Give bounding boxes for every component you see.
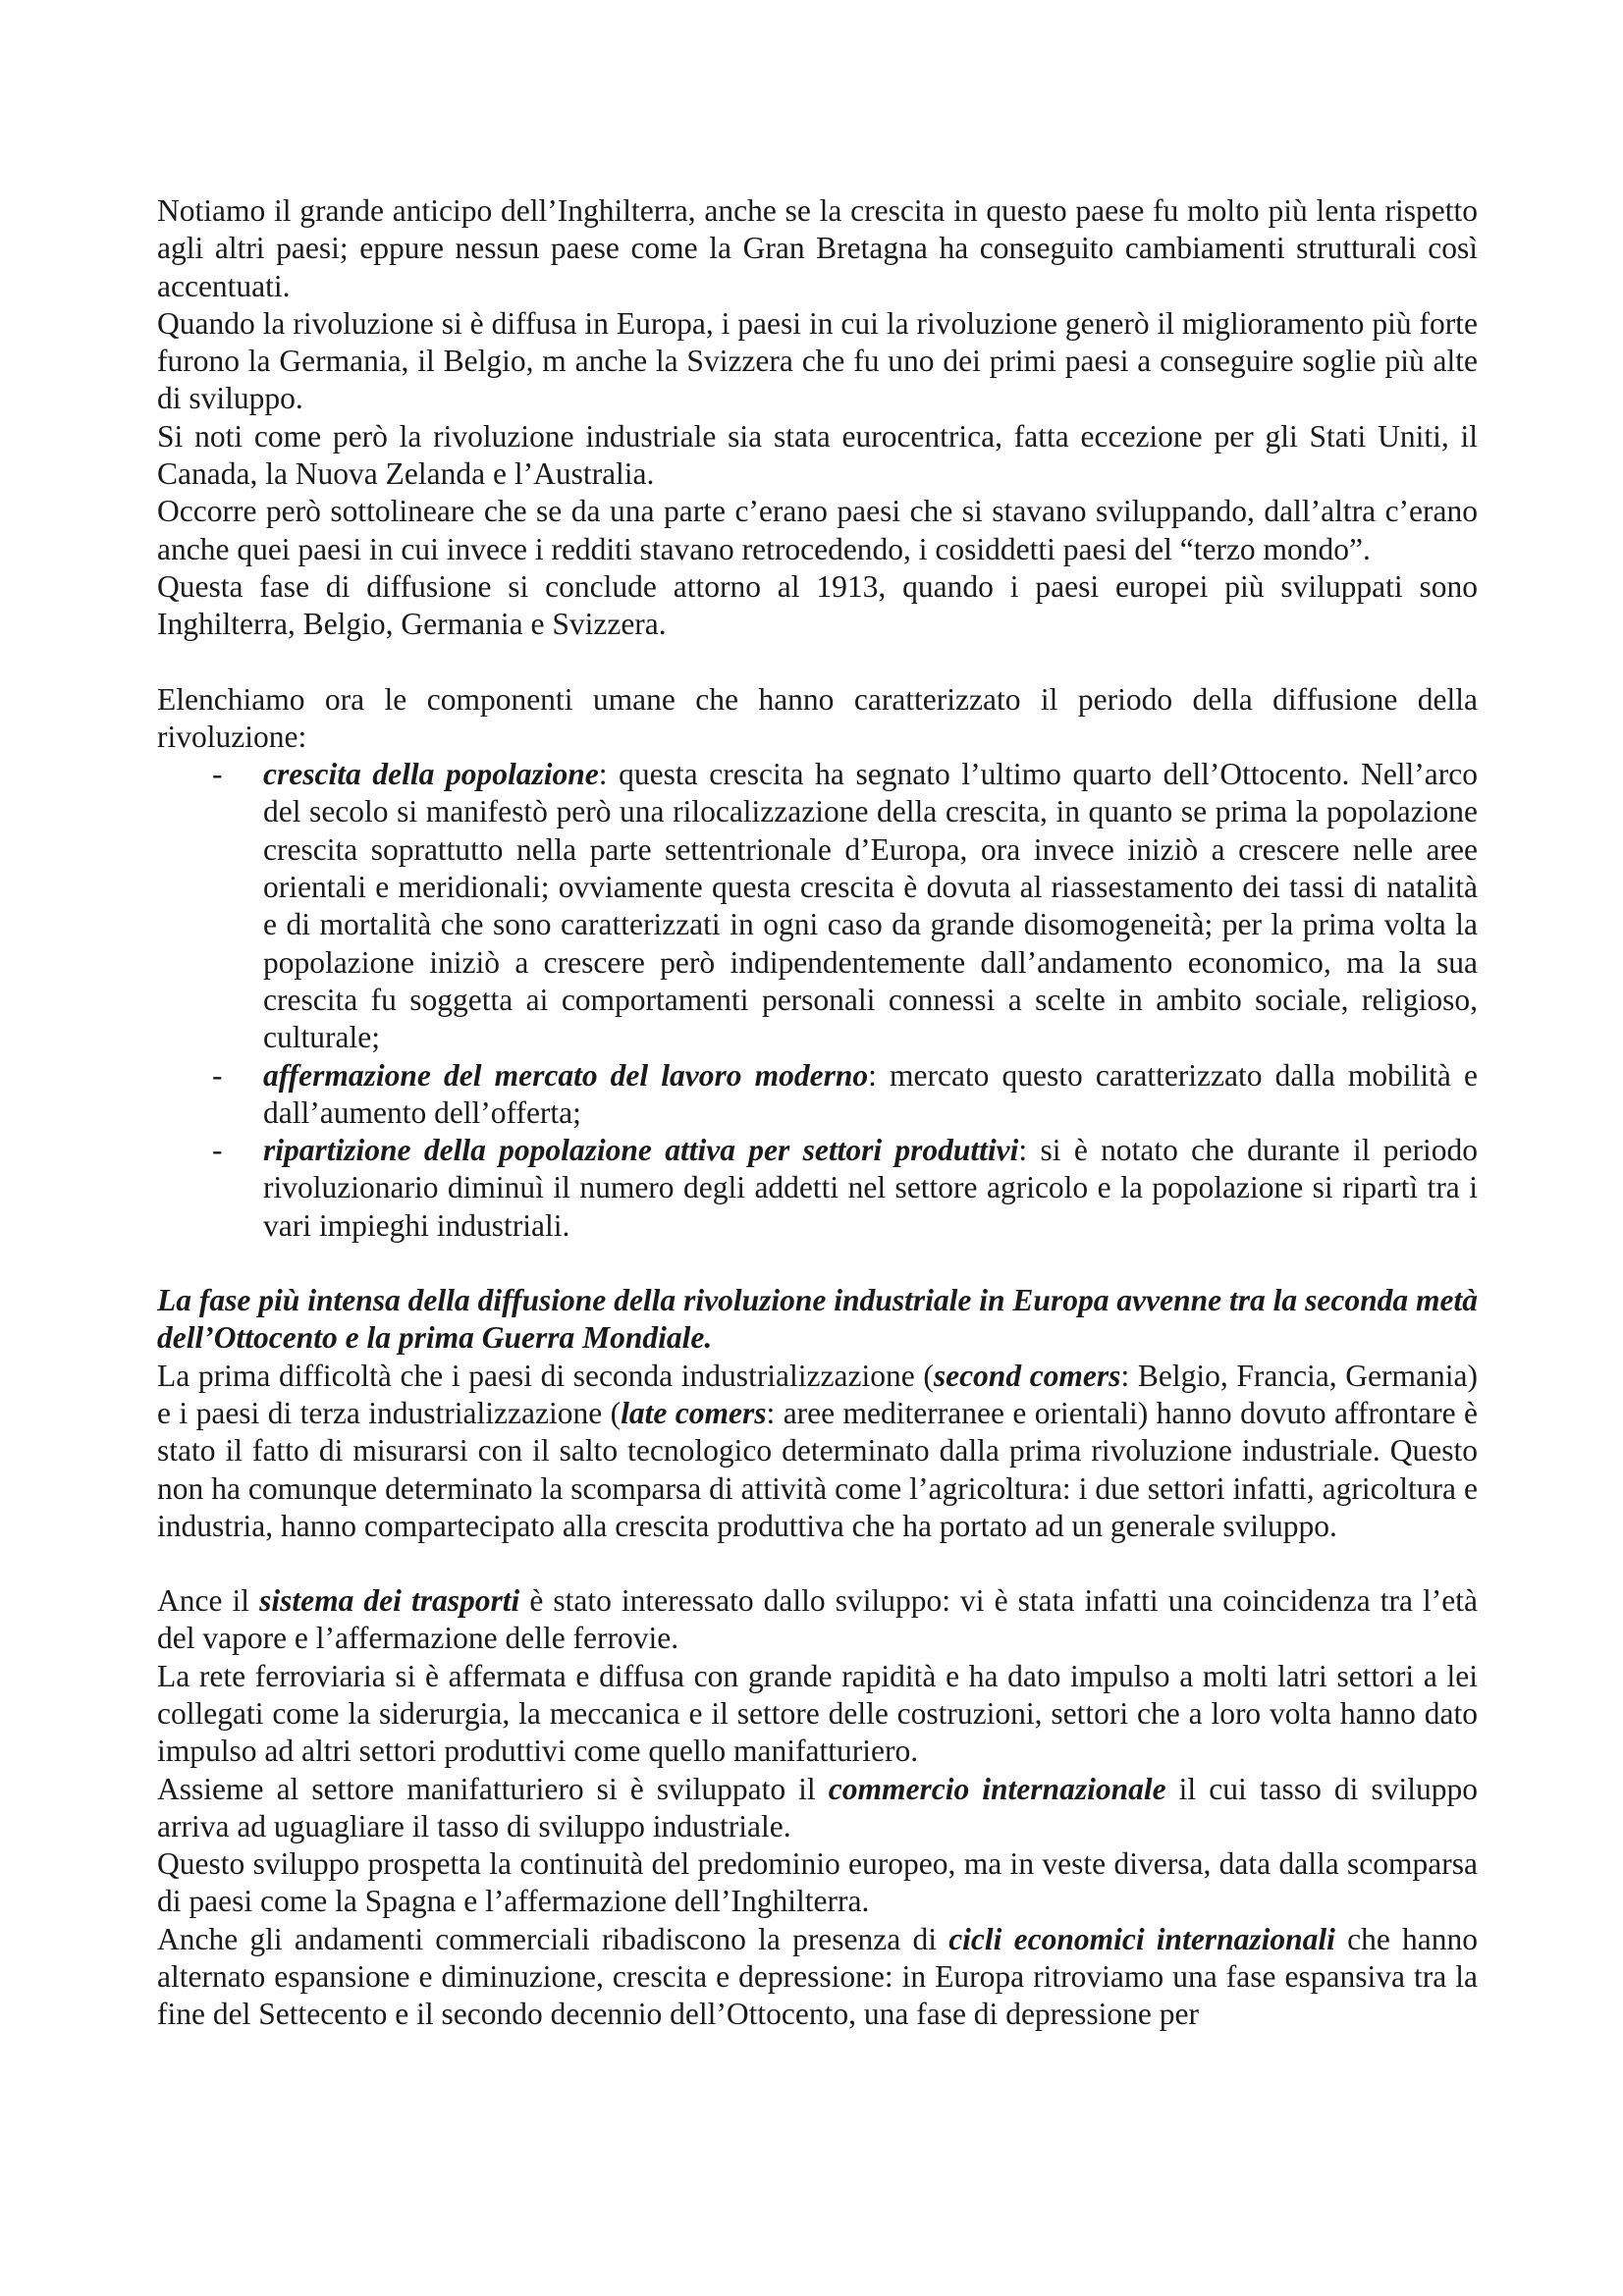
list-item-text: : si è notato che durante il periodo rivoluzionario diminuì il numero degli addetti nel settore agricolo e la popolazione si ripartì tra i vari impieghi industriali.: [263, 1133, 1478, 1243]
paragraph-cycles: [157, 1921, 1478, 2034]
list-item-sector-distribution: [157, 1132, 1478, 1245]
text-run: il cui tasso di sviluppo arriva ad uguagliare il tasso di sviluppo industriale.: [157, 1771, 1479, 1843]
term-late-comers: late comers: [621, 1395, 767, 1430]
text-run: Anche gli andamenti commerciali ribadiscono la presenza di: [157, 1921, 949, 1956]
term-economic-cycles: cicli economici internazionali: [948, 1921, 1335, 1956]
paragraph-third-world: Occorre però sottolineare che se da una parte c’erano paesi che si stavano sviluppando, dall’altra c’erano anche quei paesi in cui invece i redditi stavano retrocedendo, i cosiddetti paesi del “terzo mondo”.: [157, 494, 1478, 566]
term-international-commerce: commercio internazionale: [828, 1771, 1166, 1806]
paragraph-eurocentric: Si noti come però la rivoluzione industriale sia stata eurocentrica, fatta eccezione per gli Stati Uniti, il Canada, la Nuova Zelanda e l’Australia.: [157, 418, 1478, 492]
paragraph-england-advance: Notiamo il grande anticipo dell’Inghilterra, anche se la crescita in questo paese fu molto più lenta rispetto agli altri paesi; eppure nessun paese come la Gran Bretagna ha conseguito cambiamenti strutturali così accentuati.: [157, 193, 1478, 303]
paragraph-commerce: [157, 1771, 1478, 1846]
paragraph-comers: [157, 1358, 1478, 1545]
text-run: Assieme al settore manifatturiero si è sviluppato il: [157, 1771, 829, 1806]
paragraph-europe-diffusion: Quando la rivoluzione si è diffusa in Europa, i paesi in cui la rivoluzione generò il miglioramento più forte furono la Germania, il Belgio, m anche la Svizzera che fu uno dei primi paesi a conseguire soglie più alte di sviluppo.: [157, 305, 1478, 416]
paragraph-spacer: [157, 1245, 1478, 1282]
text-run: : aree mediterranee e orientali) hanno dovuto affrontare è stato il fatto di misurarsi con il salto tecnologico determinato dalla prima rivoluzione industriale. Questo non ha comunque determinato la scomparsa di attività come l’agricoltura: i due settori infatti, agricoltura e industria, hanno compartecipato alla crescita produttiva che ha portato ad un generale sviluppo.: [157, 1395, 1479, 1543]
heading-intense-phase: La fase più intensa della diffusione della rivoluzione industriale in Europa avvenne tra la seconda metà dell’Ottocento e la prima Guerra Mondiale.: [157, 1283, 1478, 1356]
list-item-population-growth: [157, 756, 1478, 1056]
components-list: [157, 756, 1478, 1245]
list-item-labour-market: [157, 1057, 1478, 1133]
text-run: è stato interessato dallo sviluppo: vi è stata infatti una coincidenza tra l’età del vapore e l’affermazione delle ferrovie.: [157, 1583, 1478, 1656]
paragraph-transport: [157, 1582, 1478, 1658]
term-sector-distribution: ripartizione della popolazione attiva per settori produttivi: [263, 1133, 1019, 1168]
bullet-dash: -: [212, 1133, 223, 1168]
text-run: La prima difficoltà che i paesi di seconda industrializzazione (: [157, 1358, 934, 1393]
term-labour-market: affermazione del mercato del lavoro moderno: [263, 1057, 869, 1093]
bullet-dash: -: [212, 757, 223, 792]
term-transport-system: sistema dei trasporti: [259, 1583, 520, 1619]
list-item-text: : mercato questo caratterizzato dalla mobilità e dall’aumento dell’offerta;: [263, 1057, 1478, 1130]
paragraph-dominance: Questo sviluppo prospetta la continuità del predominio europeo, ma in veste diversa, data dalla scomparsa di paesi come la Spagna e l’affermazione dell’Inghilterra.: [157, 1846, 1478, 1919]
term-second-comers: second comers: [933, 1358, 1121, 1393]
list-item-text: : questa crescita ha segnato l’ultimo quarto dell’Ottocento. Nell’arco del secolo si manifestò però una rilocalizzazione della crescita, in quanto se prima la popolazione crescita soprattutto nella parte settentrionale d’Europa, ora invece iniziò a crescere nelle aree orientali e meridionali; ovviamente questa crescita è dovuta al riassestamento dei tassi di natalità e di mortalità che sono caratterizzati in ogni caso da grande disomogeneità; per la prima volta la popolazione iniziò a crescere però indipendentemente dall’andamento economico, ma la sua crescita fu soggetta ai comportamenti personali connessi a scelte in ambito sociale, religioso, culturale;: [263, 757, 1478, 1055]
paragraph-1913: Questa fase di diffusione si conclude attorno al 1913, quando i paesi europei più sviluppati sono Inghilterra, Belgio, Germania e Svizzera.: [157, 568, 1478, 642]
paragraph-spacer: [157, 1545, 1478, 1582]
paragraph-railway: La rete ferroviaria si è affermata e diffusa con grande rapidità e ha dato impulso a molti latri settori a lei collegati come la siderurgia, la meccanica e il settore delle costruzioni, settori che a loro volta hanno dato impulso ad altri settori produttivi come quello manifatturiero.: [157, 1658, 1478, 1769]
text-run: : Belgio, Francia, Germania) e i paesi di terza industrializzazione (: [157, 1358, 1478, 1430]
text-run: che hanno alternato espansione e diminuzione, crescita e depressione: in Europa ritroviamo una fase espansiva tra la fine del Settecento e il secondo decennio dell’Ottocento, una fase di depressione per: [157, 1921, 1478, 2032]
paragraph-components-intro: Elenchiamo ora le componenti umane che hanno caratterizzato il periodo della diffusione della rivoluzione:: [157, 681, 1478, 754]
text-run: Ance il: [157, 1583, 260, 1619]
document-page: [157, 192, 1478, 2034]
paragraph-spacer: [157, 644, 1478, 681]
term-population-growth: crescita della popolazione: [263, 757, 599, 792]
bullet-dash: -: [212, 1057, 223, 1093]
